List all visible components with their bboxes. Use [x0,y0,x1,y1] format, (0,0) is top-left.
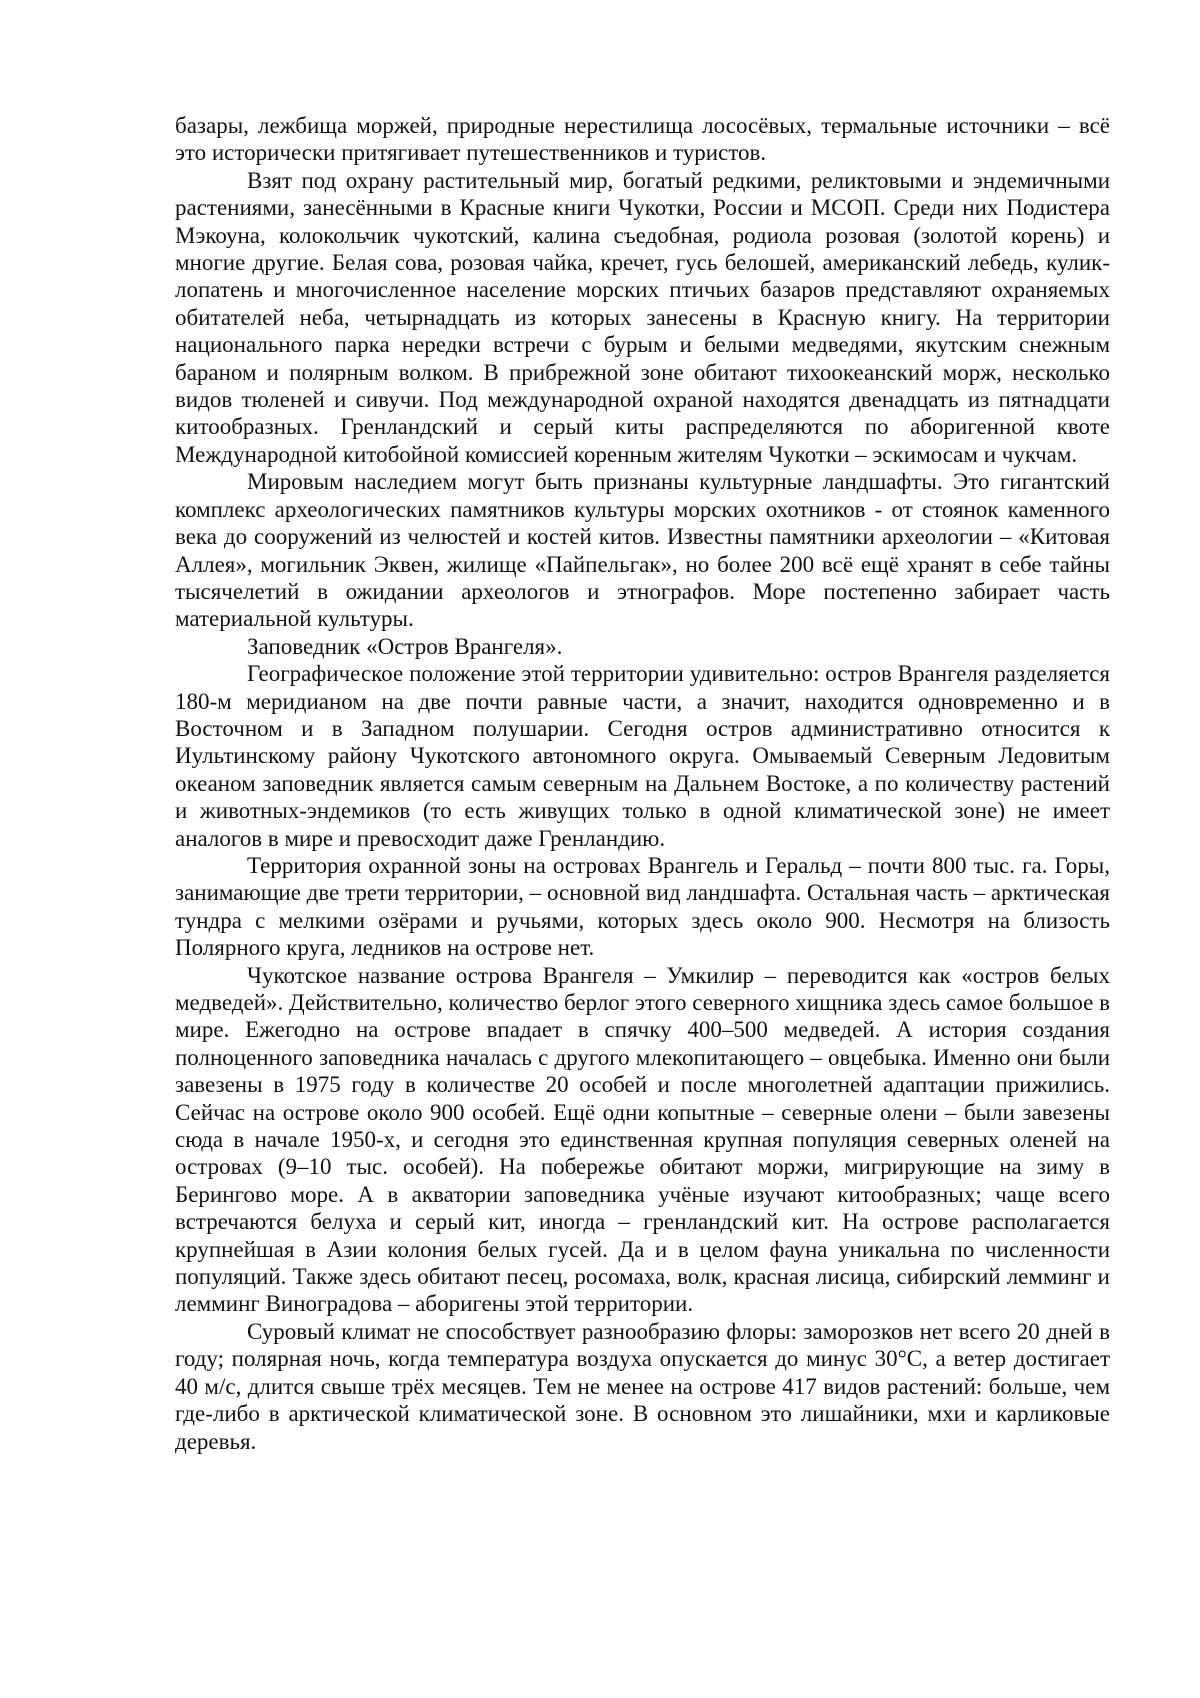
paragraph-climate-flora: Суровый климат не способствует разнообразию флоры: заморозков нет всего 20 дней в году; полярная ночь, когда температура воздуха опускается до минус 30°C, а ветер достигает 40 м/с, длится свыше трёх месяцев. Тем не менее на острове 417 видов растений: больше, чем где-либо в арктической климатической зоне. В основном это лишайники, мхи и карликовые деревья. [175,1318,1110,1454]
section-heading-wrangel-reserve: Заповедник «Остров Врангеля». [247,633,563,659]
paragraph-fauna: Чукотское название острова Врангеля – Умкилир – переводится как «остров белых медведей». Действительно, количество берлог этого северного хищника здесь самое большое в мире. Ежегодно на острове впадает в спячку 400–500 медведей. А история создания полноценного заповедника началась с другого млекопитающего – овцебыка. Именно они были завезены в 1975 году в количестве 20 особей и после многолетней адаптации прижились. Сейчас на острове около 900 особей. Ещё одни копытные – северные олени – были завезены сюда в начале 1950-х, и сегодня это единственная крупная популяция северных оленей на островах (9–10 тыс. особей). На побережье обитают моржи, мигрирующие на зиму в Берингово море. А в акватории заповедника учёные изучают китообразных; чаще всего встречаются белуха и серый кит, иногда – гренландский кит. На острове располагается крупнейшая в Азии колония белых гусей. Да и в целом фауна уникальна по численности популяций. Также здесь обитают песец, росомаха, волк, красная лисица, сибирский лемминг и лемминг Виноградова – аборигены этой территории. [175,962,1110,1317]
paragraph-continuation: базары, лежбища моржей, природные нерестилища лососёвых, термальные источники – всё это исторически притягивает путешественников и туристов. [175,113,1110,166]
document-page [175,112,1110,1455]
paragraph-cultural-landscapes: Мировым наследием могут быть признаны культурные ландшафты. Это гигантский комплекс археологических памятников культуры морских охотников - от стоянок каменного века до сооружений из челюстей и костей китов. Известны памятники археологии – «Китовая Аллея», могильник Эквен, жилище «Пайпельгак», но более 200 всё ещё хранят в себе тайны тысячелетий в ожидании археологов и этнографов. Море постепенно забирает часть материальной культуры. [175,469,1110,632]
paragraph-flora-fauna-protection: Взят под охрану растительный мир, богатый редкими, реликтовыми и эндемичными растениями, занесёнными в Красные книги Чукотки, России и МСОП. Среди них Подистера Мэкоуна, колокольчик чукотский, калина съедобная, родиола розовая (золотой корень) и многие другие. Белая сова, розовая чайка, кречет, гусь белошей, американский лебедь, кулик-лопатень и многочисленное население морских птичьих базаров представляют охраняемых обитателей неба, четырнадцать из которых занесены в Красную книгу. На территории национального парка нередки встречи с бурым и белыми медведями, якутским снежным бараном и полярным волком. В прибрежной зоне обитают тихоокеанский морж, несколько видов тюленей и сивучи. Под международной охраной находятся двенадцать из пятнадцати китообразных. Гренландский и серый киты распределяются по аборигенной квоте Международной китобойной комиссией коренным жителям Чукотки – эскимосам и чукчам. [175,167,1110,467]
paragraph-geography: Географическое положение этой территории удивительно: остров Врангеля разделяется 180-м меридианом на две почти равные части, а значит, находится одновременно и в Восточном и в Западном полушарии. Сегодня остров административно относится к Иультинскому району Чукотского автономного округа. Омываемый Северным Ледовитым океаном заповедник является самым северным на Дальнем Востоке, а по количеству растений и животных-эндемиков (то есть живущих только в одной климатической зоне) не имеет аналогов в мире и превосходит даже Гренландию. [175,661,1110,851]
paragraph-territory: Территория охранной зоны на островах Врангель и Геральд – почти 800 тыс. га. Горы, занимающие две трети территории, – основной вид ландшафта. Остальная часть – арктическая тундра с мелкими озёрами и ручьями, которых здесь около 900. Несмотря на близость Полярного круга, ледников на острове нет. [175,852,1110,961]
